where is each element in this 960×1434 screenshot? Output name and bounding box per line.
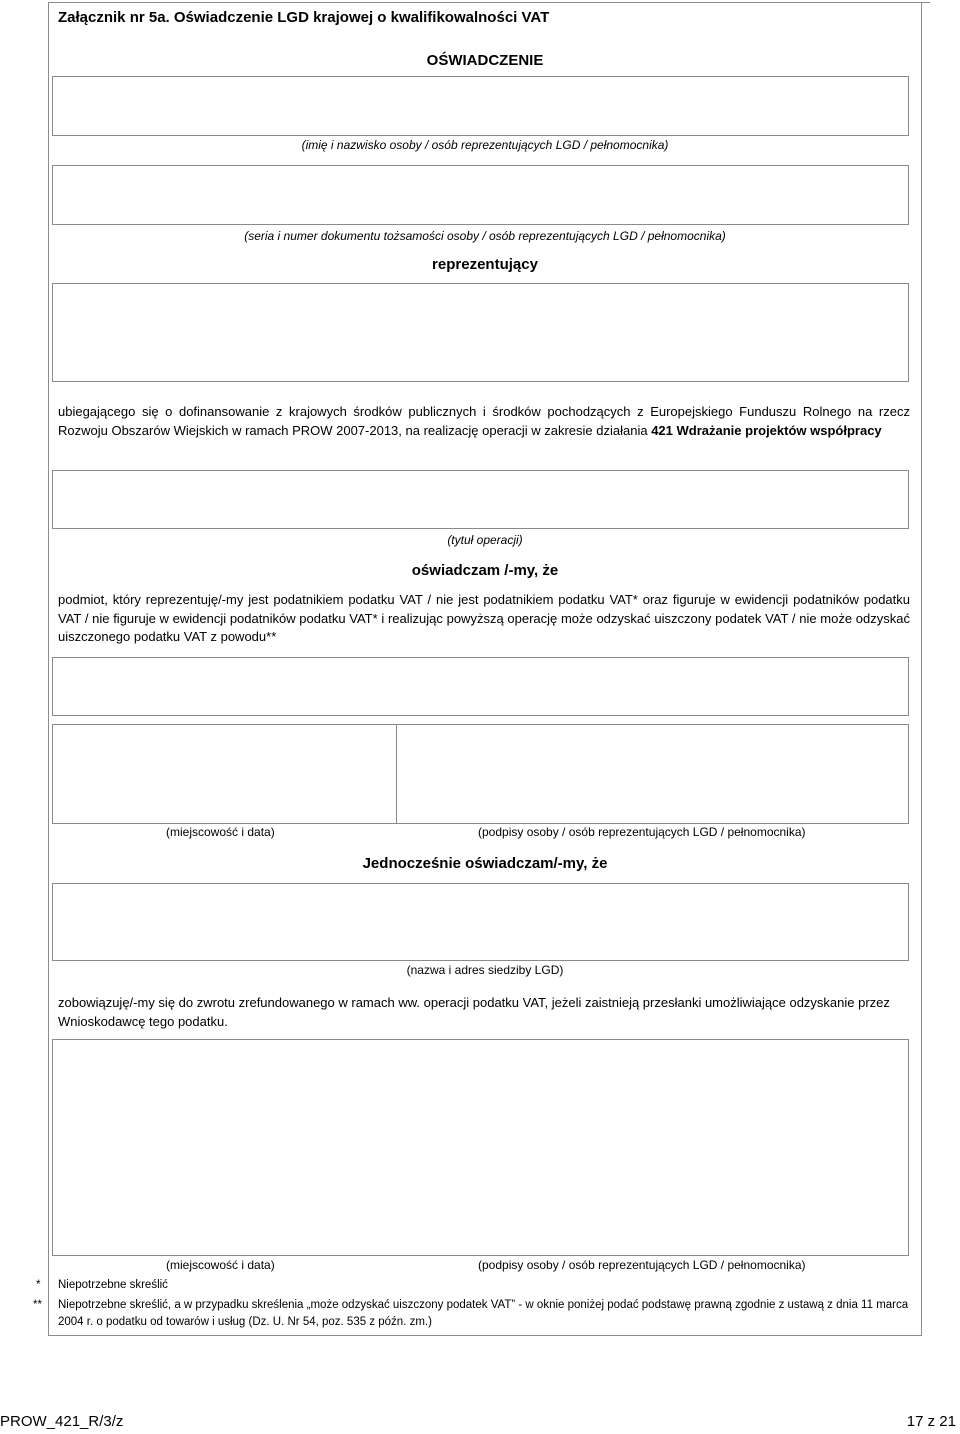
operation-title-caption: (tytuł operacji) — [447, 533, 523, 547]
signatures-caption-2: (podpisy osoby / osób reprezentujących LGD / pełnomocnika) — [478, 1258, 806, 1272]
id-document-caption: (seria i numer dokumentu tożsamości osoby / osób reprezentujących LGD / pełnomocnika) — [244, 229, 726, 243]
id-document-field[interactable] — [52, 165, 909, 225]
applying-paragraph — [58, 403, 910, 440]
applying-text: ubiegającego się o dofinansowanie z krajowych środków publicznych i środków pochodzących z Europejskiego Funduszu Rolnego na rzecz Rozwoju Obszarów Wiejskich w ramach PROW 2007-2013, na realizację operacji w zakresie działania — [58, 404, 910, 438]
signatures-field-1[interactable] — [396, 724, 909, 824]
name-field[interactable] — [52, 76, 909, 136]
signatures-caption-1: (podpisy osoby / osób reprezentujących LGD / pełnomocnika) — [478, 825, 806, 839]
declare-label: oświadczam /-my, że — [411, 562, 559, 579]
place-date-caption-1: (miejscowość i data) — [166, 825, 275, 839]
declaration-title: OŚWIADCZENIE — [426, 52, 544, 69]
footnote-1-mark: * — [36, 1279, 41, 1291]
operation-title-field[interactable] — [52, 470, 909, 529]
name-caption: (imię i nazwisko osoby / osób reprezentujących LGD / pełnomocnika) — [301, 138, 669, 152]
obligation-paragraph: zobowiązuję/-my się do zwrotu zrefundowanego w ramach ww. operacji podatku VAT, jeżeli zaistnieją przesłanki umożliwiające odzyskanie przez Wnioskodawcę tego podatku. — [58, 995, 890, 1029]
footnote-2-mark: ** — [33, 1299, 42, 1311]
vat-status-paragraph: podmiot, który reprezentuję/-my jest podatnikiem podatku VAT / nie jest podatnikiem podatku VAT* oraz figuruje w ewidencji podatników podatku VAT / nie figuruje w ewidencji podatników podatku VAT* i realizując powyższą operację może odzyskać uiszczony podatek VAT / nie może odzyskać uiszczonego podatku VAT z powodu** — [58, 592, 910, 644]
page-number: 17 z 21 — [906, 1413, 956, 1430]
form-code: PROW_421_R/3/z — [0, 1413, 124, 1430]
simultaneous-label: Jednocześnie oświadczam/-my, że — [362, 855, 608, 872]
vat-reason-field[interactable] — [52, 657, 909, 716]
place-date-field-1[interactable] — [52, 724, 397, 824]
lgd-name-address-field[interactable] — [52, 883, 909, 961]
footnote-2-text: Niepotrzebne skreślić, a w przypadku skreślenia „może odzyskać uiszczony podatek VAT” - w oknie poniżej podać podstawę prawną zgodnie z ustawą z dnia 11 marca 2004 r. o podatku od towarów i usług (Dz. U. Nr 54, poz. 535 z późn. zm.) — [58, 1299, 909, 1328]
footnote-1-text: Niepotrzebne skreślić — [58, 1279, 168, 1291]
frame-corner-line — [922, 2, 930, 3]
attachment-heading: Załącznik nr 5a. Oświadczenie LGD krajowej o kwalifikowalności VAT — [58, 9, 550, 26]
measure-name: 421 Wdrażanie projektów współpracy — [651, 422, 882, 438]
lgd-name-address-caption: (nazwa i adres siedziby LGD) — [406, 963, 564, 977]
entity-field[interactable] — [52, 283, 909, 382]
place-date-caption-2: (miejscowość i data) — [166, 1258, 275, 1272]
place-signatures-field-2[interactable] — [52, 1039, 909, 1256]
representing-label: reprezentujący — [432, 256, 538, 273]
